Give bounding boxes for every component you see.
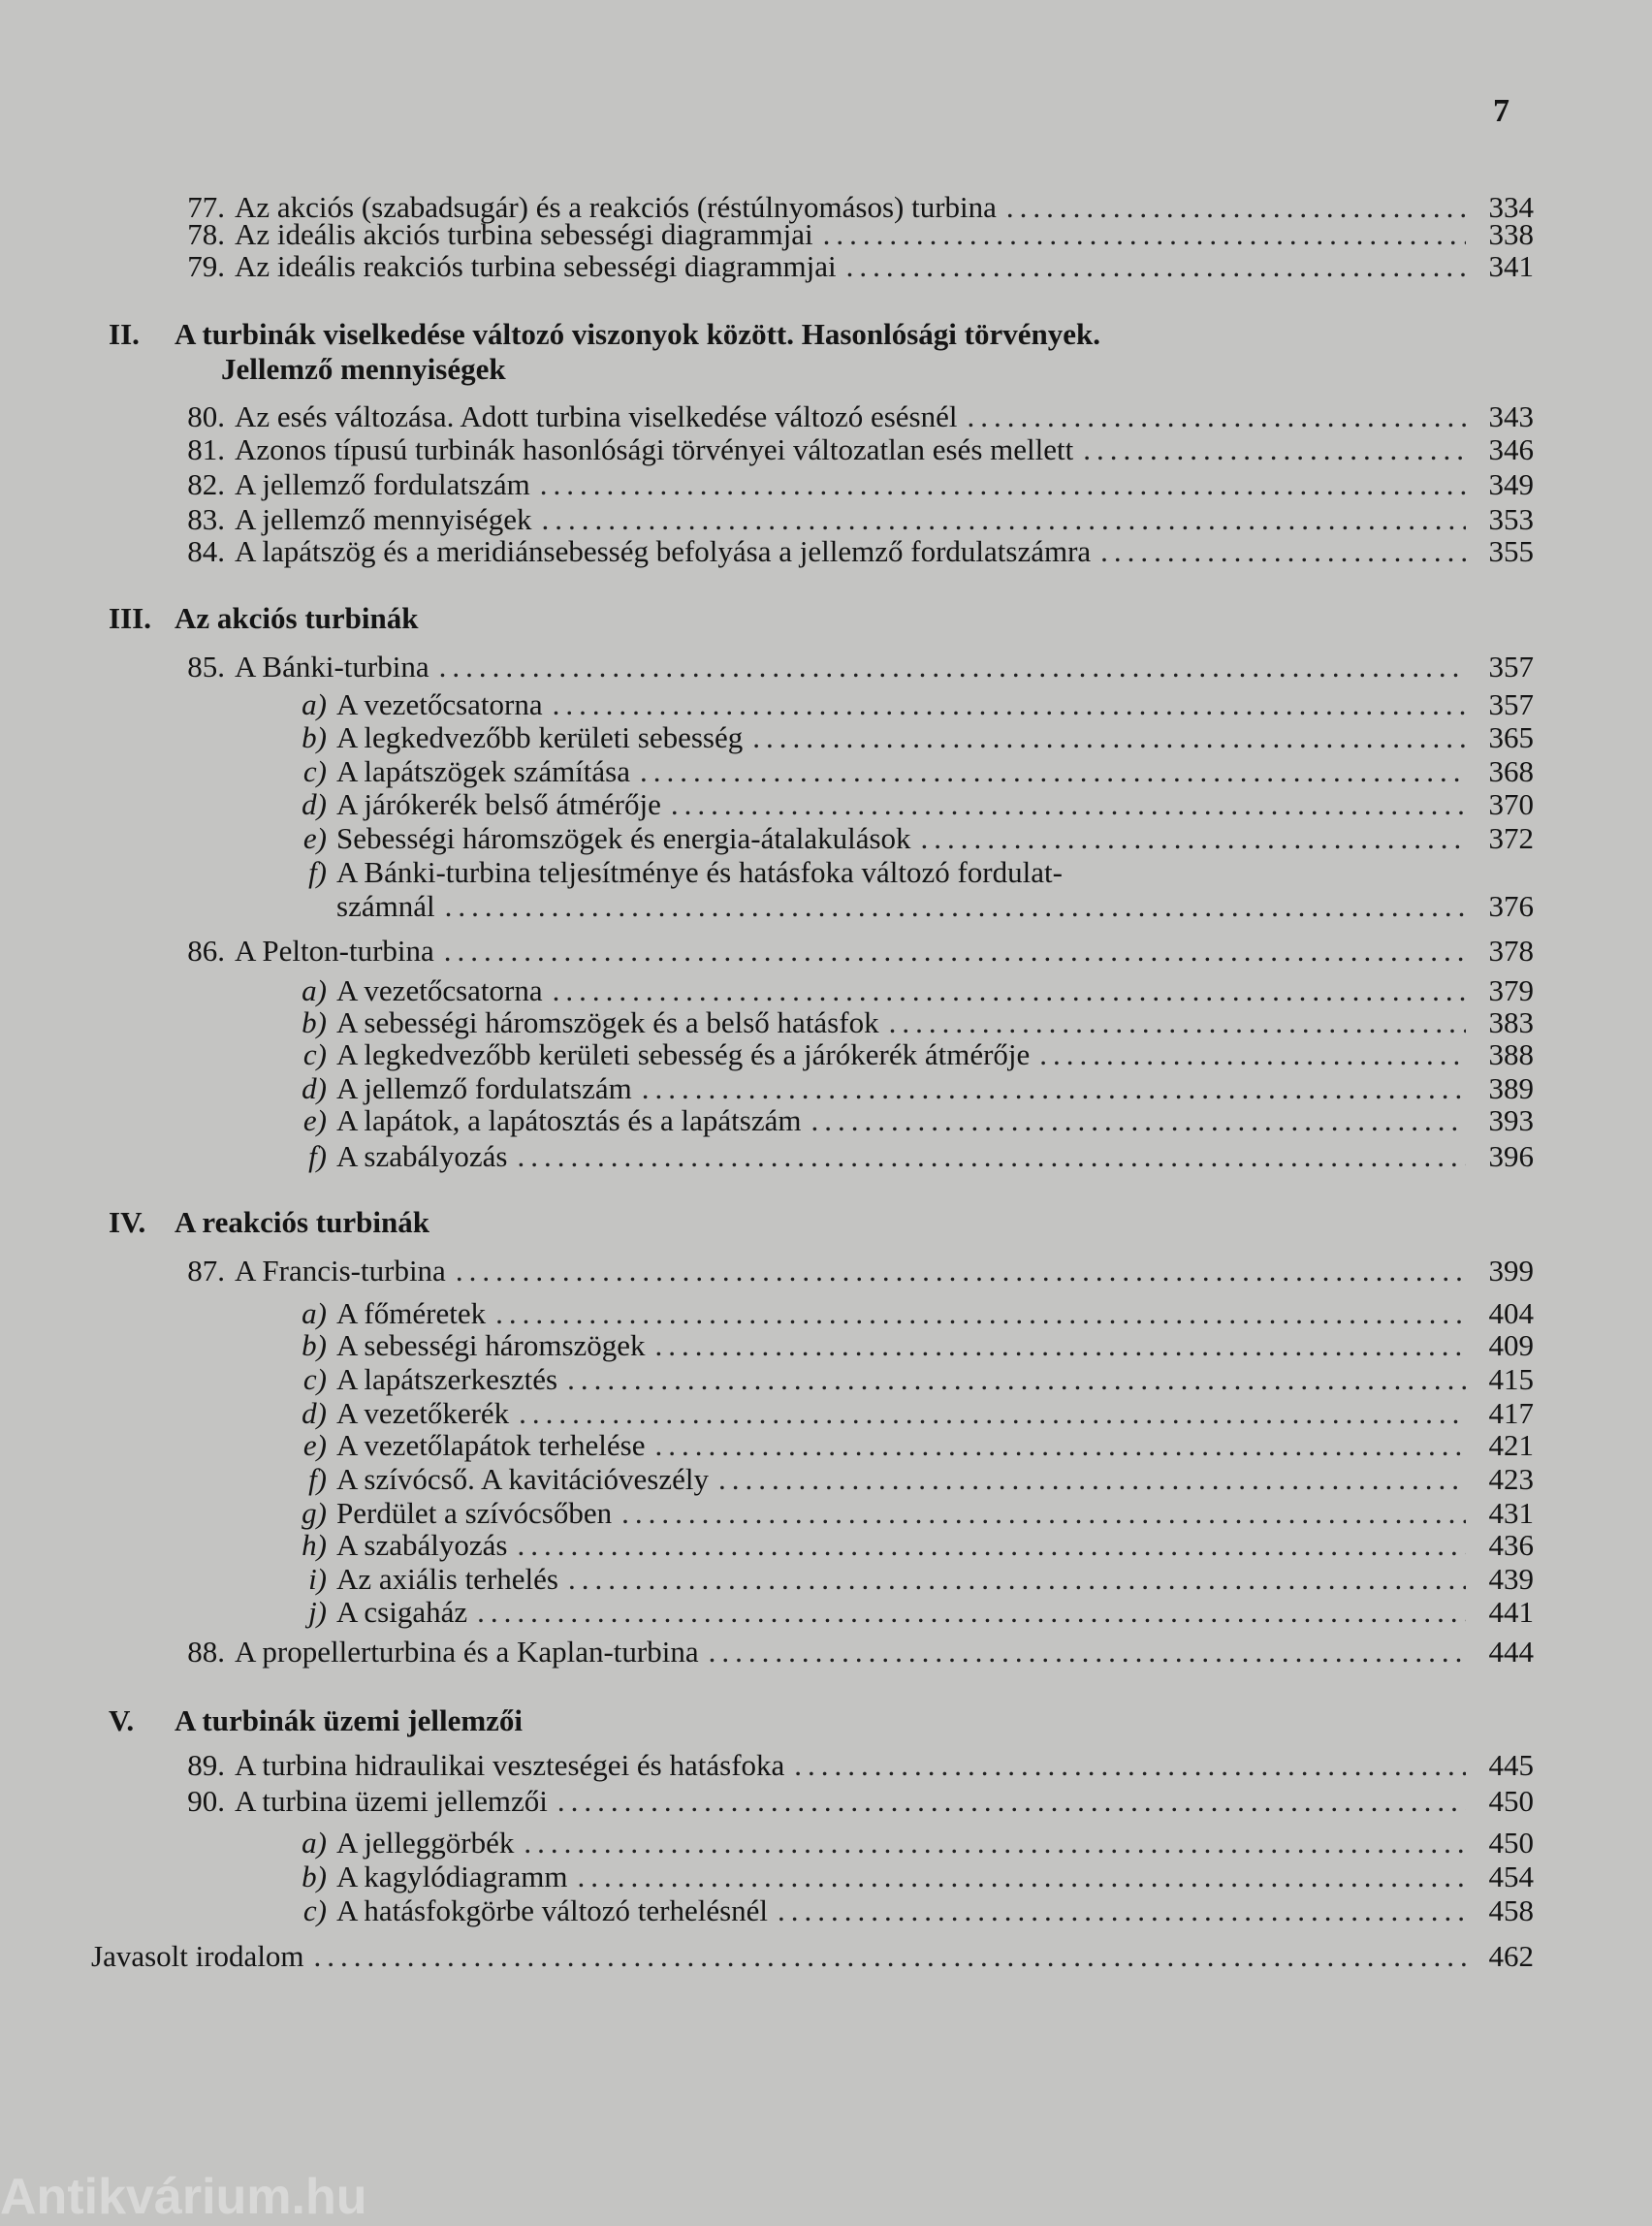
entry-number: 82. xyxy=(187,467,225,501)
entry-title: A Bánki-turbina xyxy=(235,650,429,684)
page-ref: 334 xyxy=(1488,190,1534,224)
dot-leader xyxy=(1083,432,1466,467)
entry-title: Az akciós (szabadsugár) és a reakciós (réstúlnyomásos) turbina xyxy=(235,190,997,224)
entry-title: A legkedvezőbb kerületi sebesség xyxy=(336,720,744,754)
toc-entry xyxy=(165,1784,1534,1819)
toc-entry xyxy=(165,502,1534,537)
page-ref: 441 xyxy=(1488,1595,1534,1629)
page-ref: 421 xyxy=(1488,1428,1534,1462)
page-ref: 415 xyxy=(1488,1362,1534,1396)
entry-title: A vezetőkerék xyxy=(336,1396,510,1430)
toc-subentry xyxy=(276,787,1534,822)
entry-title: A turbina üzemi jellemzői xyxy=(235,1784,548,1818)
entry-title: Az akciós turbinák xyxy=(175,601,419,635)
entry-number: 84. xyxy=(187,534,225,568)
page-ref: 346 xyxy=(1488,432,1534,466)
entry-title: Jellemző mennyiségek xyxy=(221,352,506,386)
entry-number: b) xyxy=(302,720,327,754)
toc-subentry xyxy=(276,855,1534,890)
dot-leader xyxy=(517,1528,1466,1563)
entry-title: Azonos típusú turbinák hasonlósági törvényei változatlan esés mellett xyxy=(235,432,1074,466)
toc-subentry xyxy=(276,1893,1534,1928)
entry-title: A lapátszerkesztés xyxy=(336,1362,558,1396)
page-ref: 353 xyxy=(1488,502,1534,536)
entry-title: Javasolt irodalom xyxy=(91,1939,304,1973)
entry-number: 89. xyxy=(187,1748,225,1782)
toc-subentry xyxy=(276,687,1534,722)
section-heading xyxy=(109,1703,523,1738)
page-ref: 450 xyxy=(1488,1826,1534,1860)
dot-leader xyxy=(495,1296,1466,1331)
entry-title: A jellemző fordulatszám xyxy=(336,1071,632,1105)
entry-number: g) xyxy=(302,1496,327,1530)
dot-leader xyxy=(577,1860,1466,1894)
page-ref: 431 xyxy=(1488,1496,1534,1530)
page-ref: 409 xyxy=(1488,1328,1534,1362)
page-ref: 341 xyxy=(1488,249,1534,283)
page-ref: 349 xyxy=(1488,467,1534,501)
entry-title: A Francis-turbina xyxy=(235,1254,446,1288)
dot-leader xyxy=(1039,1037,1466,1072)
page-ref: 423 xyxy=(1488,1462,1534,1496)
entry-title: A lapátszögek számítása xyxy=(336,754,631,788)
entry-number: 87. xyxy=(187,1254,225,1288)
entry-number: a) xyxy=(302,973,327,1007)
entry-title: A sebességi háromszögek xyxy=(336,1328,646,1362)
page-ref: 357 xyxy=(1488,687,1534,721)
dot-leader xyxy=(655,1328,1466,1363)
page-ref: 396 xyxy=(1488,1139,1534,1173)
dot-leader xyxy=(445,889,1466,924)
page-ref: 383 xyxy=(1488,1005,1534,1039)
dot-leader xyxy=(477,1595,1466,1630)
dot-leader xyxy=(718,1462,1466,1497)
entry-title: A főméretek xyxy=(336,1296,487,1330)
dot-leader xyxy=(1100,534,1466,569)
entry-number: 90. xyxy=(187,1784,225,1818)
dot-leader xyxy=(621,1496,1466,1531)
entry-title: A vezetőcsatorna xyxy=(336,687,543,721)
dot-leader xyxy=(967,399,1466,434)
toc-entry xyxy=(165,1254,1534,1288)
dot-leader xyxy=(709,1635,1466,1670)
entry-number: c) xyxy=(302,754,327,788)
dot-leader xyxy=(921,821,1466,856)
entry-number: d) xyxy=(302,787,327,821)
entry-number: 79. xyxy=(187,249,225,283)
toc-entry xyxy=(165,467,1534,502)
entry-number: 78. xyxy=(187,217,225,251)
entry-title: A lapátszög és a meridiánsebesség befolyása a jellemző fordulatszámra xyxy=(235,534,1092,568)
entry-number: 80. xyxy=(187,399,225,433)
dot-leader xyxy=(642,1071,1466,1106)
entry-title: Az esés változása. Adott turbina viselkedése változó esésnél xyxy=(235,399,958,433)
page-ref: 393 xyxy=(1488,1103,1534,1137)
dot-leader xyxy=(541,502,1466,537)
entry-title: A propellerturbina és a Kaplan-turbina xyxy=(235,1635,699,1669)
toc-entry xyxy=(165,249,1534,284)
toc-subentry xyxy=(276,973,1534,1008)
page-ref: 436 xyxy=(1488,1528,1534,1562)
entry-number: III. xyxy=(109,601,151,635)
entry-number: i) xyxy=(308,1562,327,1596)
toc-subentry xyxy=(276,1826,1534,1860)
page-ref: 450 xyxy=(1488,1784,1534,1818)
toc-subentry xyxy=(276,1296,1534,1331)
dot-leader xyxy=(456,1254,1466,1288)
page-ref: 355 xyxy=(1488,534,1534,568)
toc-subentry xyxy=(276,1562,1534,1597)
dot-leader xyxy=(846,249,1466,284)
dot-leader xyxy=(778,1893,1466,1928)
page-ref: 439 xyxy=(1488,1562,1534,1596)
entry-number: f) xyxy=(308,855,327,889)
toc-entry xyxy=(165,534,1534,569)
toc-subentry xyxy=(276,1428,1534,1463)
page-ref: 389 xyxy=(1488,1071,1534,1105)
page-ref: 338 xyxy=(1488,217,1534,251)
dot-leader xyxy=(671,787,1466,822)
entry-title: A vezetőcsatorna xyxy=(336,973,543,1007)
entry-number: f) xyxy=(308,1139,327,1173)
page-ref: 368 xyxy=(1488,754,1534,788)
entry-title: A sebességi háromszögek és a belső hatásfok xyxy=(336,1005,879,1039)
entry-number: IV. xyxy=(109,1205,146,1239)
toc-subentry xyxy=(276,1362,1534,1397)
entry-title: számnál xyxy=(336,889,435,923)
entry-number: 85. xyxy=(187,650,225,684)
entry-title: A legkedvezőbb kerületi sebesség és a járókerék átmérője xyxy=(336,1037,1031,1071)
entry-title: A jellemző fordulatszám xyxy=(235,467,530,501)
entry-title: A turbinák viselkedése változó viszonyok között. Hasonlósági törvények. xyxy=(175,317,1101,351)
page-ref: 458 xyxy=(1488,1893,1534,1927)
dot-leader xyxy=(553,973,1466,1008)
dot-leader xyxy=(654,1428,1466,1463)
entry-number: d) xyxy=(302,1071,327,1105)
toc-entry xyxy=(165,217,1534,252)
toc-subentry xyxy=(276,1071,1534,1106)
page-ref: 388 xyxy=(1488,1037,1534,1071)
toc-entry xyxy=(165,1748,1534,1783)
entry-number: c) xyxy=(302,1362,327,1396)
entry-title: A szívócső. A kavitációveszély xyxy=(336,1462,709,1496)
toc-entry xyxy=(165,934,1534,969)
toc-subentry xyxy=(276,1037,1534,1072)
entry-title: A turbinák üzemi jellemzői xyxy=(175,1703,524,1737)
toc-subentry xyxy=(276,1595,1534,1630)
page-ref: 462 xyxy=(1488,1939,1534,1973)
page-ref: 343 xyxy=(1488,399,1534,433)
toc-subentry xyxy=(276,1496,1534,1531)
entry-number: b) xyxy=(302,1005,327,1039)
entry-title: A kagylódiagramm xyxy=(336,1860,568,1893)
toc-entry-bibliography xyxy=(91,1939,1534,1974)
entry-number: e) xyxy=(302,1103,327,1137)
section-heading xyxy=(109,1205,429,1240)
entry-number: 88. xyxy=(187,1635,225,1669)
toc-subentry xyxy=(276,1528,1534,1563)
toc-subentry xyxy=(276,821,1534,856)
entry-title: A szabályozás xyxy=(336,1139,508,1173)
toc-subentry xyxy=(276,1462,1534,1497)
dot-leader xyxy=(444,934,1466,969)
entry-title: A turbina hidraulikai veszteségei és hatásfoka xyxy=(235,1748,785,1782)
entry-title: Perdület a szívócsőben xyxy=(336,1496,613,1530)
entry-number: d) xyxy=(302,1396,327,1430)
entry-title: A csigaház xyxy=(336,1595,468,1629)
page-ref: 417 xyxy=(1488,1396,1534,1430)
dot-leader xyxy=(540,467,1466,502)
toc-subentry xyxy=(276,720,1534,755)
entry-number: j) xyxy=(308,1595,327,1629)
entry-title: A Pelton-turbina xyxy=(235,934,434,968)
entry-title: A Bánki-turbina teljesítménye és hatásfoka változó fordulat- xyxy=(336,855,1063,889)
dot-leader xyxy=(889,1005,1466,1040)
page-ref: 399 xyxy=(1488,1254,1534,1288)
section-heading xyxy=(109,601,418,636)
entry-number: c) xyxy=(302,1037,327,1071)
dot-leader xyxy=(553,687,1466,722)
page-ref: 370 xyxy=(1488,787,1534,821)
toc-subentry xyxy=(276,1860,1534,1894)
page-ref: 357 xyxy=(1488,650,1534,684)
dot-leader xyxy=(519,1396,1466,1431)
toc-entry xyxy=(165,650,1534,684)
section-heading-continued xyxy=(221,352,506,387)
dot-leader xyxy=(810,1103,1466,1138)
entry-title: A jellemző mennyiségek xyxy=(235,502,532,536)
toc-subentry xyxy=(276,1396,1534,1431)
dot-leader xyxy=(567,1362,1466,1397)
toc-subentry xyxy=(276,1328,1534,1363)
page-ref: 444 xyxy=(1488,1635,1534,1669)
entry-number: c) xyxy=(302,1893,327,1927)
toc-entry xyxy=(165,432,1534,467)
page-number: 7 xyxy=(1493,93,1509,129)
entry-number: h) xyxy=(302,1528,327,1562)
entry-number: e) xyxy=(302,821,327,855)
entry-number: a) xyxy=(302,1826,327,1860)
entry-number: V. xyxy=(109,1703,135,1737)
entry-number: e) xyxy=(302,1428,327,1462)
toc-subentry xyxy=(276,1103,1534,1138)
entry-title: A lapátok, a lapátosztás és a lapátszám xyxy=(336,1103,802,1137)
page-ref: 365 xyxy=(1488,720,1534,754)
entry-title: A hatásfokgörbe változó terhelésnél xyxy=(336,1893,769,1927)
entry-title: A vezetőlapátok terhelése xyxy=(336,1428,646,1462)
page-ref: 454 xyxy=(1488,1860,1534,1893)
entry-title: A szabályozás xyxy=(336,1528,508,1562)
toc-subentry xyxy=(276,889,1534,924)
entry-title: Sebességi háromszögek és energia-átalakulások xyxy=(336,821,911,855)
toc-subentry xyxy=(276,754,1534,789)
entry-title: A reakciós turbinák xyxy=(175,1205,429,1239)
page-ref: 379 xyxy=(1488,973,1534,1007)
page-ref: 445 xyxy=(1488,1748,1534,1782)
entry-title: A jelleggörbék xyxy=(336,1826,515,1860)
dot-leader xyxy=(557,1784,1466,1819)
dot-leader xyxy=(524,1826,1466,1860)
entry-number: a) xyxy=(302,1296,327,1330)
entry-number: 86. xyxy=(187,934,225,968)
entry-number: b) xyxy=(302,1328,327,1362)
entry-number: f) xyxy=(308,1462,327,1496)
toc-entry xyxy=(165,1635,1534,1670)
entry-number: 81. xyxy=(187,432,225,466)
dot-leader xyxy=(752,720,1466,755)
entry-title: Az ideális akciós turbina sebességi diagrammjai xyxy=(235,217,813,251)
entry-number: b) xyxy=(302,1860,327,1893)
toc-entry xyxy=(165,399,1534,434)
entry-number: a) xyxy=(302,687,327,721)
dot-leader xyxy=(517,1139,1466,1174)
page-ref: 376 xyxy=(1488,889,1534,923)
dot-leader xyxy=(640,754,1466,789)
watermark: Antikvárium.hu xyxy=(0,2169,367,2225)
toc-subentry xyxy=(276,1005,1534,1040)
dot-leader xyxy=(439,650,1466,684)
page-ref: 372 xyxy=(1488,821,1534,855)
entry-number: II. xyxy=(109,317,140,351)
entry-title: A járókerék belső átmérője xyxy=(336,787,661,821)
page-ref: 404 xyxy=(1488,1296,1534,1330)
toc-subentry xyxy=(276,1139,1534,1174)
section-heading xyxy=(109,317,1100,352)
entry-title: Az ideális reakciós turbina sebességi diagrammjai xyxy=(235,249,837,283)
entry-number: 83. xyxy=(187,502,225,536)
entry-title: Az axiális terhelés xyxy=(336,1562,558,1596)
dot-leader xyxy=(823,217,1466,252)
entry-number: 77. xyxy=(187,190,225,224)
dot-leader xyxy=(794,1748,1466,1783)
dot-leader xyxy=(314,1939,1466,1974)
page-ref: 378 xyxy=(1488,934,1534,968)
dot-leader xyxy=(568,1562,1466,1597)
